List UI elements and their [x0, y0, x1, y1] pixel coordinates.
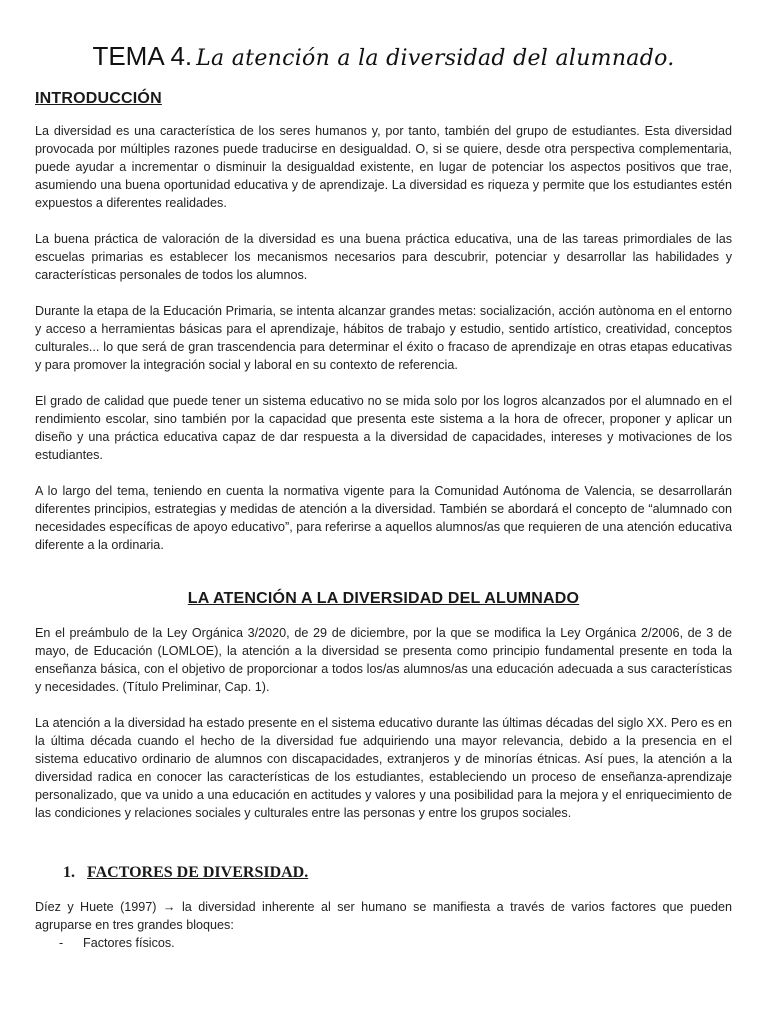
intro-paragraph: Durante la etapa de la Educación Primaria, se intenta alcanzar grandes metas: socialización, acción autònoma en el entorno y acceso a herramientas básicas para el aprendizaje, hábitos de trabajo y estudio, sentido artístico, creatividad, conceptos culturales... lo que será de gran trascendencia para determinar el éxito o fracaso de aprendizaje en otras etapas educativas y para promover la integración social y laboral en su contexto de referencia.: [35, 304, 732, 372]
intro-paragraph: El grado de calidad que puede tener un sistema educativo no se mida solo por los logros alcanzados por el alumnado en el rendimiento escolar, sino también por la capacidad que presenta este sistema a la hora de ofrecer, proponer y aplicar un diseño y una práctica educativa capaz de dar respuesta a la diversidad de capacidades, intereses y motivaciones de los estudiantes.: [35, 394, 732, 462]
title-topic-name: La atención a la diversidad del alumnado.: [196, 46, 675, 71]
section-paragraph: La atención a la diversidad ha estado presente en el sistema educativo durante las últimas décadas del siglo XX. Pero es en la última década cuando el hecho de la diversidad fue adquiriendo una mayor relevancia, debido a la presencia en el sistema educativo ordinario de alumnos con discapacidades, extranjeros y de minorías étnicas. Así pues, la atención a la diversidad radica en conocer las características de los estudiantes, estableciendo un proceso de enseñanza-aprendizaje personalizado, que va unido a una educación en actitudes y valores y una posibilidad para la mejora y el enriquecimiento de las condiciones y relaciones sociales y culturales entre las personas y entre los grupos sociales.: [35, 716, 732, 820]
introduction-heading: INTRODUCCIÓN: [35, 90, 162, 107]
factors-heading-number: 1.: [63, 864, 75, 881]
factors-paragraph: Díez y Huete (1997) → la diversidad inherente al ser humano se manifiesta a través de varios factores que pueden agruparse en tres grandes bloques:: [35, 900, 732, 932]
factors-heading: [63, 862, 732, 884]
document-title: [35, 36, 732, 76]
title-topic-number: TEMA 4.: [92, 41, 193, 71]
intro-paragraph: A lo largo del tema, teniendo en cuenta la normativa vigente para la Comunidad Autónoma de Valencia, se desarrollarán diferentes principios, estrategias y medidas de atención a la diversidad. También se abordará el concepto de “alumnado con necesidades específicas de apoyo educativo”, para referirse a aquellos alumnos/as que requieren de una atención educativa diferente a la ordinaria.: [35, 484, 732, 552]
section-heading: LA ATENCIÓN A LA DIVERSIDAD DEL ALUMNADO: [187, 590, 580, 607]
list-item-text: Factores físicos.: [83, 936, 175, 950]
intro-paragraph: La buena práctica de valoración de la diversidad es una buena práctica educativa, una de las tareas primordiales de las escuelas primarias es establecer los mecanismos necesarios para descubrir, potenciar y desarrollar las habilidades y características personales de todos los alumnos.: [35, 232, 732, 282]
section-paragraph: En el preámbulo de la Ley Orgánica 3/2020, de 29 de diciembre, por la que se modifica la Ley Orgánica 2/2006, de 3 de mayo, de Educación (LOMLOE), la atención a la diversidad se presenta como principio fundamental presente en toda la enseñanza básica, con el objetivo de proporcionar a todos los/as alumnos/as una educación adecuada a sus características y necesidades. (Título Preliminar, Cap. 1).: [35, 626, 732, 694]
list-item: [35, 934, 732, 952]
intro-paragraph: La diversidad es una característica de los seres humanos y, por tanto, también del grupo de estudiantes. Esta diversidad provocada por múltiples razones puede traducirse en desigualdad. O, si se quiere, desde otra perspectiva complementaria, puede ayudar a incrementar o disminuir la desigualdad existente, en lugar de potenciar los aspectos positivos que trae, asumiendo una buena oportunidad educativa y de aprendizaje. La diversidad es riqueza y permite que los estudiantes estén expuestos a diferentes realidades.: [35, 124, 732, 210]
factors-heading-text: FACTORES DE DIVERSIDAD.: [87, 864, 309, 881]
list-item-marker: -: [59, 936, 64, 950]
